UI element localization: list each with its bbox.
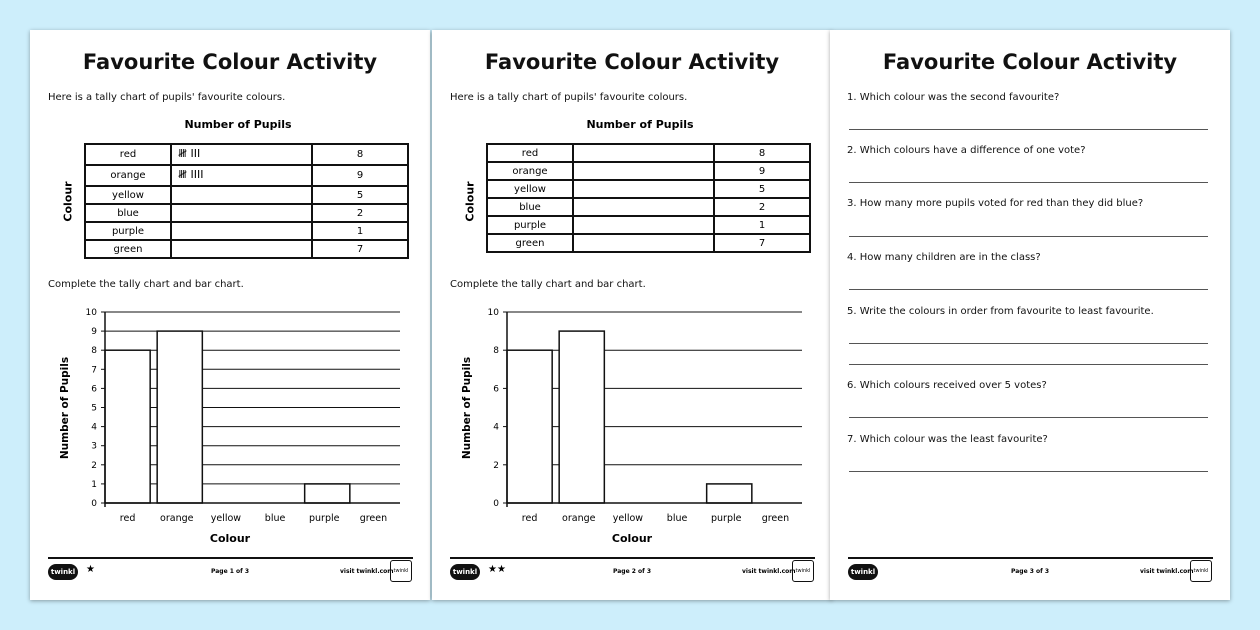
y-tick-label: 3 (91, 441, 97, 452)
count-cell: 9 (714, 162, 810, 180)
bar-chart (30, 30, 430, 560)
count-cell: 1 (312, 222, 408, 240)
y-tick-label: 5 (91, 403, 97, 414)
twinkl-logo: twinkl (450, 564, 480, 580)
colour-cell: yellow (487, 180, 573, 198)
bar-purple[interactable] (305, 484, 350, 503)
y-tick-label: 4 (91, 422, 97, 433)
footer-divider (848, 557, 1213, 559)
x-axis-label: Colour (611, 532, 653, 545)
count-cell: 7 (714, 234, 810, 252)
bar-orange[interactable] (559, 331, 604, 503)
count-cell: 5 (312, 186, 408, 204)
count-cell: 5 (714, 180, 810, 198)
count-cell: 1 (714, 216, 810, 234)
colour-cell: orange (487, 162, 573, 180)
answer-line[interactable] (849, 364, 1208, 365)
y-tick-label: 8 (91, 346, 97, 357)
x-tick-label: red (521, 513, 538, 524)
worksheet-page-1 (30, 30, 430, 600)
question-4: 4. How many children are in the class? (847, 252, 1041, 263)
colour-cell: blue (487, 198, 573, 216)
colour-cell: orange (85, 165, 171, 186)
table-header: Number of Pupils (184, 118, 292, 131)
question-6: 6. Which colours received over 5 votes? (847, 380, 1047, 391)
y-tick-label: 6 (91, 384, 97, 395)
table-header: Number of Pupils (586, 118, 694, 131)
intro-text: Here is a tally chart of pupils' favourite colours. (48, 92, 286, 103)
answer-line[interactable] (849, 289, 1208, 290)
x-tick-label: red (119, 513, 136, 524)
y-tick-label: 0 (493, 499, 499, 509)
answer-line[interactable] (849, 236, 1208, 237)
y-tick-label: 7 (91, 365, 97, 376)
y-tick-label: 10 (487, 308, 499, 318)
x-tick-label: blue (264, 513, 286, 524)
tally-cell[interactable]: 𝍸 III (171, 144, 312, 165)
page-number: Page 2 of 3 (613, 568, 651, 575)
x-tick-label: green (761, 513, 790, 524)
twinkl-logo: twinkl (848, 564, 878, 580)
x-axis-label: Colour (209, 532, 251, 545)
answer-line[interactable] (849, 343, 1208, 344)
colour-cell: yellow (85, 186, 171, 204)
x-tick-label: purple (711, 513, 742, 524)
page-title: Favourite Colour Activity (484, 50, 780, 74)
footer-divider (450, 557, 815, 559)
colour-cell: purple (487, 216, 573, 234)
tally-cell[interactable]: 𝍸 IIII (171, 165, 312, 186)
y-tick-label: 2 (91, 460, 97, 471)
badge-icon: twinkl (1190, 560, 1212, 582)
y-tick-label: 8 (493, 346, 499, 357)
y-tick-label: 6 (493, 384, 499, 395)
y-axis-label: Number of Pupils (59, 356, 71, 460)
bar-chart (432, 30, 832, 560)
worksheet-page-2 (432, 30, 832, 600)
colour-cell: green (85, 240, 171, 258)
star-icon: ★★ (488, 564, 506, 575)
count-cell: 2 (714, 198, 810, 216)
x-tick-label: orange (160, 513, 194, 524)
intro-text: Here is a tally chart of pupils' favourite colours. (450, 92, 688, 103)
badge-icon: twinkl (792, 560, 814, 582)
question-5: 5. Write the colours in order from favourite to least favourite. (847, 306, 1154, 317)
y-tick-label: 9 (91, 327, 97, 338)
visit-link[interactable]: visit twinkl.com (1140, 568, 1194, 575)
table-side-label: Colour (61, 181, 75, 222)
x-tick-label: yellow (612, 513, 644, 524)
colour-cell: red (85, 144, 171, 165)
x-tick-label: green (359, 513, 388, 524)
x-tick-label: yellow (210, 513, 242, 524)
twinkl-logo: twinkl (48, 564, 78, 580)
page-title: Favourite Colour Activity (82, 50, 378, 74)
visit-link[interactable]: visit twinkl.com (742, 568, 796, 575)
footer-divider (48, 557, 413, 559)
answer-line[interactable] (849, 471, 1208, 472)
answer-line[interactable] (849, 182, 1208, 183)
visit-link[interactable]: visit twinkl.com (340, 568, 394, 575)
bar-red[interactable] (105, 350, 150, 503)
question-3: 3. How many more pupils voted for red than they did blue? (847, 198, 1144, 209)
x-tick-label: blue (666, 513, 688, 524)
bar-orange[interactable] (157, 331, 202, 503)
instruction-text: Complete the tally chart and bar chart. (450, 279, 646, 290)
y-tick-label: 2 (493, 460, 499, 471)
x-tick-label: orange (562, 513, 596, 524)
y-axis-label: Number of Pupils (461, 356, 473, 460)
bar-red[interactable] (507, 350, 552, 503)
badge-icon: twinkl (390, 560, 412, 582)
y-tick-label: 10 (85, 308, 97, 318)
colour-cell: purple (85, 222, 171, 240)
count-cell: 2 (312, 204, 408, 222)
y-tick-label: 4 (493, 422, 499, 433)
count-cell: 9 (312, 165, 408, 186)
instruction-text: Complete the tally chart and bar chart. (48, 279, 244, 290)
question-7: 7. Which colour was the least favourite? (847, 434, 1048, 445)
y-tick-label: 0 (91, 499, 97, 509)
x-tick-label: purple (309, 513, 340, 524)
colour-cell: blue (85, 204, 171, 222)
table-side-label: Colour (463, 181, 477, 222)
question-2: 2. Which colours have a difference of one vote? (847, 145, 1086, 156)
page-title: Favourite Colour Activity (882, 50, 1178, 74)
colour-cell: red (487, 144, 573, 162)
page-number: Page 1 of 3 (211, 568, 249, 575)
star-icon: ★ (86, 564, 95, 575)
answer-line[interactable] (849, 417, 1208, 418)
count-cell: 8 (312, 144, 408, 165)
page-number: Page 3 of 3 (1011, 568, 1049, 575)
answer-line[interactable] (849, 129, 1208, 130)
y-tick-label: 1 (91, 479, 97, 490)
count-cell: 8 (714, 144, 810, 162)
question-1: 1. Which colour was the second favourite? (847, 92, 1060, 103)
bar-purple[interactable] (707, 484, 752, 503)
colour-cell: green (487, 234, 573, 252)
count-cell: 7 (312, 240, 408, 258)
worksheet-page-3 (830, 30, 1230, 600)
